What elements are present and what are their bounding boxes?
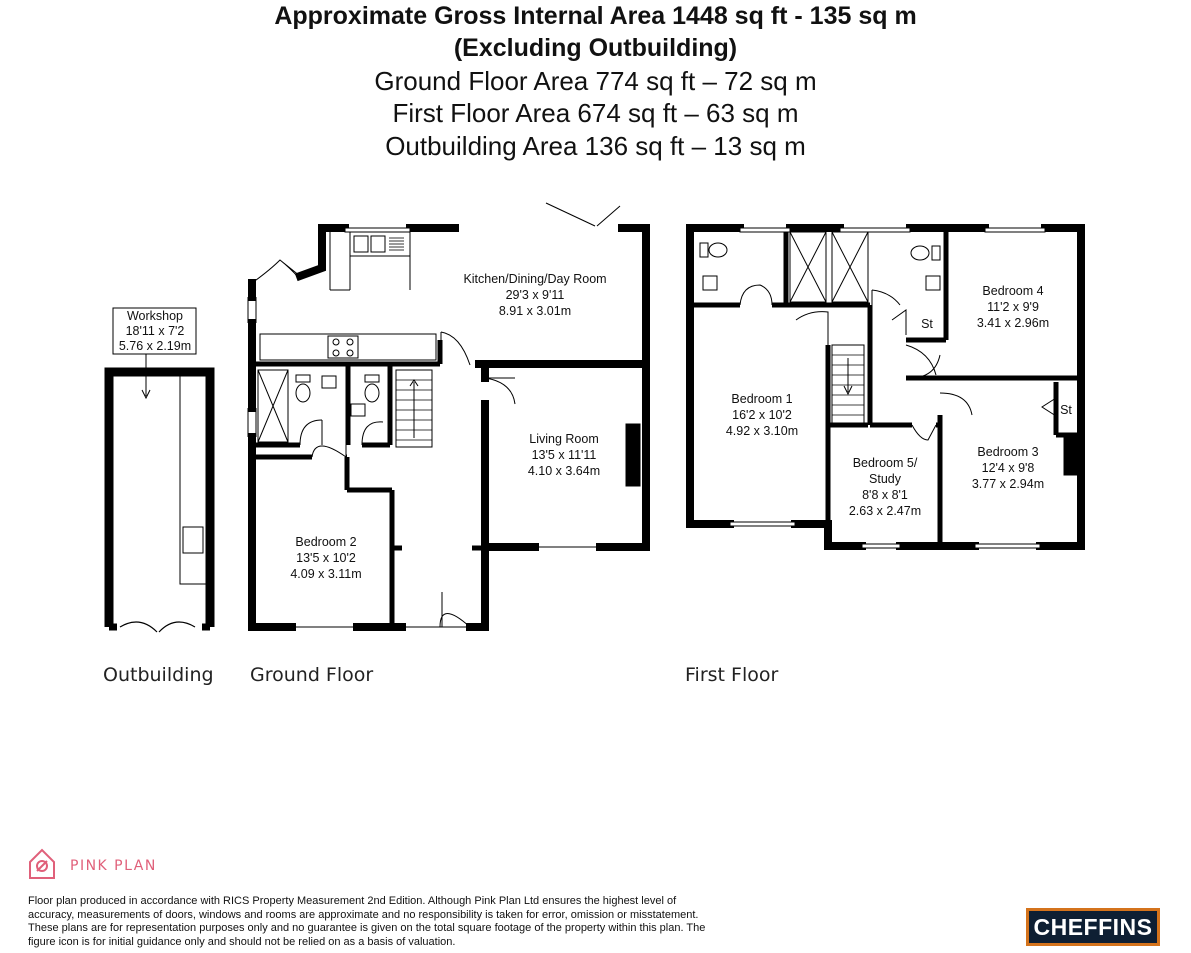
living-name: Living Room [529,432,599,446]
bedroom5-imperial: 8'8 x 8'1 [862,488,908,502]
cheffins-logo: CHEFFINS [1026,908,1160,946]
bedroom4-name: Bedroom 4 [982,284,1044,298]
living-metric: 4.10 x 3.64m [527,464,601,478]
outbuilding-floor-title: Outbuilding [103,664,214,686]
first-floor-area: First Floor Area 674 sq ft – 63 sq m [392,98,799,128]
bedroom1-metric: 4.92 x 3.10m [725,424,799,438]
bedroom4-metric: 3.41 x 2.96m [976,316,1050,330]
bedroom5-name-line2: Study [869,472,901,486]
ground-floor-internal-walls [256,340,482,627]
bedroom4-imperial: 11'2 x 9'9 [987,300,1039,314]
bedroom5-metric: 2.63 x 2.47m [848,504,922,518]
bedroom1-imperial: 16'2 x 10'2 [732,408,792,422]
bedroom5-name: Bedroom 5/ [852,456,918,470]
store-label-1: St [921,317,933,331]
pink-plan-logo-icon [30,850,54,878]
ground-floor-area: Ground Floor Area 774 sq ft – 72 sq m [374,66,817,96]
living-imperial: 13'5 x 11'11 [531,448,597,462]
outbuilding-area: Outbuilding Area 136 sq ft – 13 sq m [385,131,806,161]
bedroom3-imperial: 12'4 x 9'8 [981,461,1035,475]
kitchen-imperial: 29'3 x 9'11 [505,288,565,302]
bedroom1-name: Bedroom 1 [731,392,793,406]
title-excluding: (Excluding Outbuilding) [453,34,738,62]
bedroom3-metric: 3.77 x 2.94m [971,477,1045,491]
room-labels [119,272,1073,581]
title-gross-area: Approximate Gross Internal Area 1448 sq ft - 135 sq m [274,2,917,30]
bedroom3-name: Bedroom 3 [977,445,1039,459]
store-label-2: St [1060,403,1072,417]
bedroom2-name: Bedroom 2 [295,535,357,549]
outbuilding-plan [109,308,210,632]
bedroom2-metric: 4.09 x 3.11m [290,567,362,581]
disclaimer-text: Floor plan produced in accordance with RICS Property Measurement 2nd Edition. Although Pink Plan Ltd ensures the highest level of accuracy, measurements of doors, windows and rooms are approximate and no responsibility is taken for error, omission or misstatement. These plans are for representation purposes only and no guarantee is given on the total square footage of the property within this plan. The figure icon is for initial guidance only and should not be relied on as a basis of valuation. [28,895,706,948]
workshop-metric: 5.76 x 2.19m [118,339,192,353]
first-floor-title: First Floor [685,664,779,686]
workshop-imperial: 18'11 x 7'2 [125,324,185,338]
pink-plan-brand: PINK PLAN [70,858,157,874]
kitchen-name: Kitchen/Dining/Day Room [463,272,607,286]
workshop-name: Workshop [126,309,184,323]
bedroom2-imperial: 13'5 x 10'2 [296,551,356,565]
ground-floor-title: Ground Floor [250,664,374,686]
kitchen-metric: 8.91 x 3.01m [498,304,572,318]
